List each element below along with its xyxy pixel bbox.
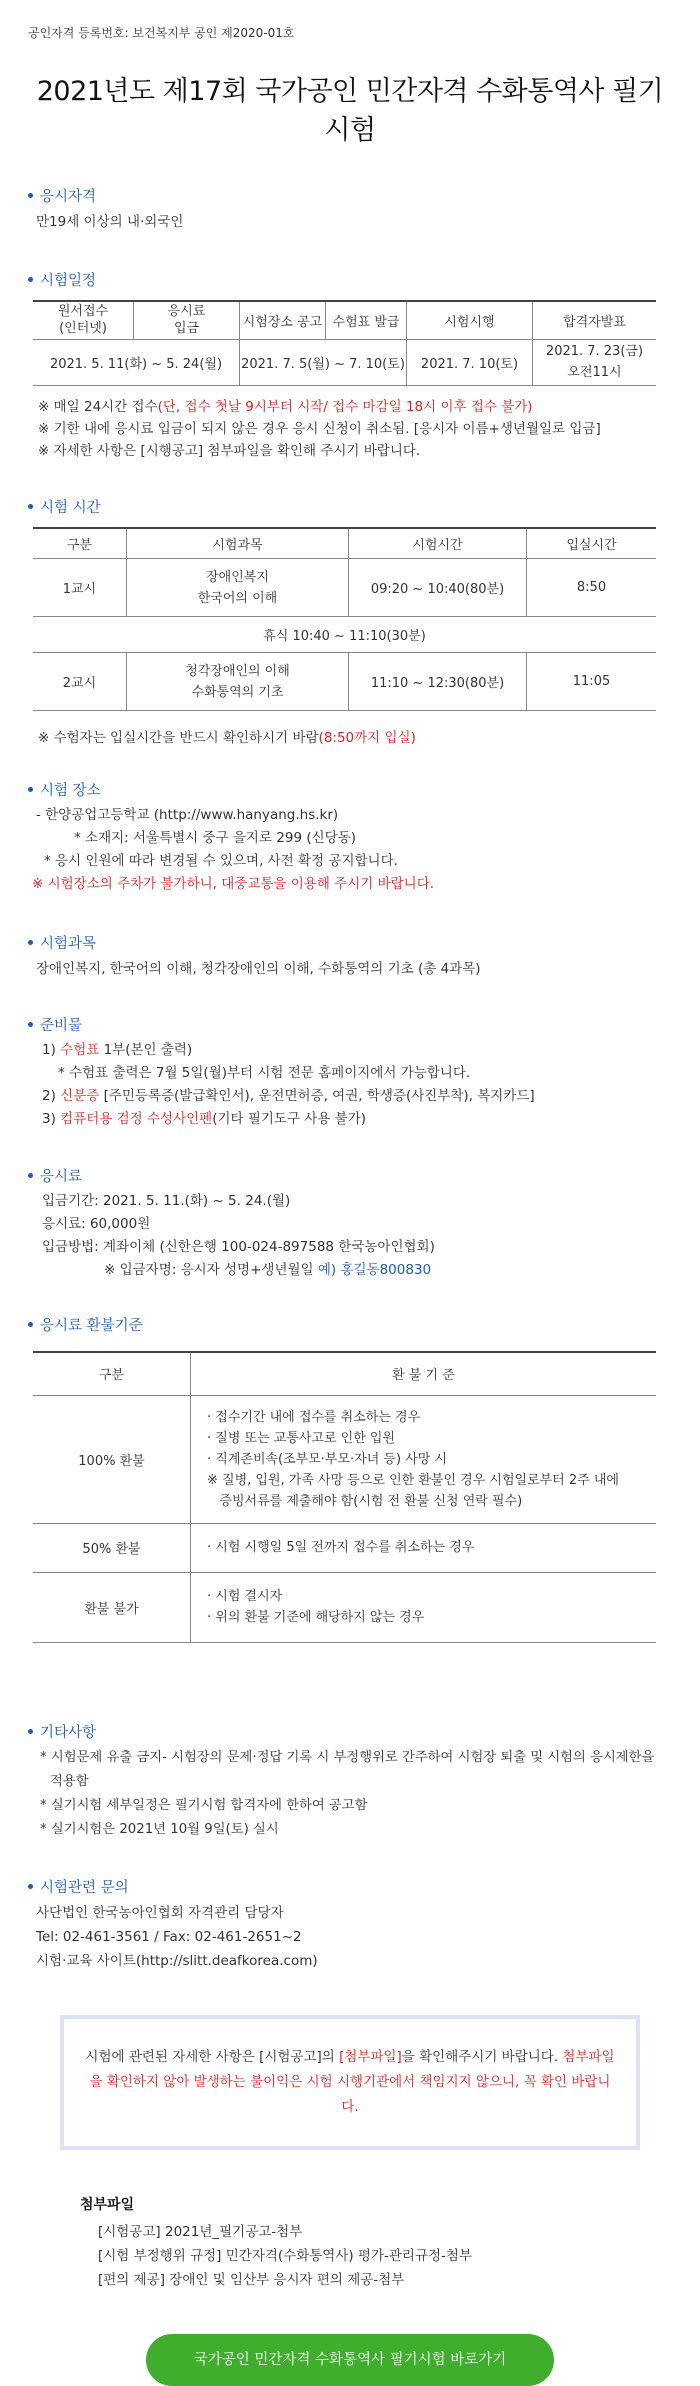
refund-row-3-item-1: · 시험 결시자 [207, 1589, 283, 1604]
fee-amount: 응시료: 60,000원 [42, 1216, 151, 1232]
venue-heading [28, 779, 672, 800]
attachments-section [28, 2194, 672, 2292]
bullet-dot-icon [28, 940, 33, 945]
refund-heading-text: 응시료 환불기준 [40, 1318, 143, 1334]
venue-heading-text: 시험 장소 [40, 783, 101, 799]
exam-time-note [28, 727, 672, 749]
attachments-list [28, 2220, 672, 2292]
other-section [28, 1721, 672, 1842]
refund-row-3-list [191, 1586, 656, 1628]
refund-row-1-list [191, 1407, 656, 1512]
materials-item-1-rest: 1부(본인 출력) [99, 1042, 193, 1058]
schedule-table [33, 300, 656, 386]
other-item-2: * 실기시험 세부일정은 필기시험 합격자에 한하여 공고함 [40, 1797, 368, 1813]
schedule-notice-period: 2021. 7. 5(월) ~ 7. 10(토) [240, 339, 407, 385]
refund-row-3-type: 환불 불가 [33, 1572, 191, 1642]
materials-item-2-num: 2) [42, 1088, 56, 1104]
venue-parking-note: ※ 시험장소의 주차가 불가하니, 대중교통을 이용해 주시기 바랍니다. [32, 876, 435, 892]
refund-header-row [33, 1352, 656, 1395]
exam-time-heading [28, 496, 672, 517]
refund-row-1-item-4: ※ 질병, 입원, 가족 사망 등으로 인한 환불인 경우 시험일로부터 2주 내에 [207, 1472, 619, 1488]
contact-heading [28, 1876, 672, 1897]
exam-time-heading-text: 시험 시간 [40, 499, 101, 516]
attachment-link-2[interactable]: [시험 부정행위 규정] 민간자격(수화통역사) 평가-관리규정-첨부 [98, 2247, 472, 2264]
refund-section [28, 1314, 672, 1643]
materials-heading-text: 준비물 [40, 1018, 83, 1034]
eligibility-heading [28, 185, 672, 206]
cta-wrapper [28, 2334, 672, 2386]
fee-body [28, 1190, 672, 1282]
venue-body [28, 804, 672, 896]
refund-row-1-criteria [191, 1395, 657, 1523]
exam-time-row-2-time: 11:10 ~ 12:30(80분) [349, 653, 527, 711]
eligibility-text: 만19세 이상의 내·외국인 [36, 214, 184, 230]
materials-item-1-num: 1) [42, 1042, 56, 1058]
schedule-section [28, 269, 672, 462]
schedule-header-result: 합격자발표 [533, 301, 657, 339]
contact-tel: Tel: 02-461-3561 / Fax: 02-461-2651~2 [36, 1928, 302, 1945]
exam-time-row-2 [33, 653, 656, 711]
venue-change-note: * 응시 인원에 따라 변경될 수 있으며, 사전 확정 공지합니다. [44, 853, 398, 869]
refund-row-3-criteria [191, 1572, 657, 1642]
refund-row-1-item-1: · 접수기간 내에 접수를 취소하는 경우 [207, 1409, 421, 1425]
attachment-link-3[interactable]: [편의 제공] 장애인 및 임산부 응시자 편의 제공-첨부 [98, 2271, 405, 2288]
exam-time-header-subjects: 시험과목 [127, 528, 349, 559]
refund-row-2-list [191, 1537, 656, 1558]
contact-site: 시험·교육 사이트(http://slitt.deafkorea.com) [36, 1952, 318, 1969]
schedule-note-1-highlight: (단, 접수 첫날 9시부터 시작/ 접수 마감일 18시 이후 접수 불가) [157, 398, 533, 415]
refund-row-3-item-2: · 위의 환불 기준에 해당하지 않는 경우 [207, 1610, 425, 1625]
contact-body [28, 1901, 672, 1973]
fee-depositor-example: 예) 홍길동800830 [317, 1262, 432, 1278]
refund-header-criteria: 환 불 기 준 [191, 1352, 657, 1395]
refund-header-type: 구분 [33, 1352, 191, 1395]
refund-table [33, 1351, 656, 1643]
exam-time-header-period: 구분 [33, 528, 127, 559]
venue-section [28, 779, 672, 896]
fee-heading [28, 1165, 672, 1186]
subjects-section [28, 932, 672, 980]
other-item-1-cont: 적용함 [50, 1773, 89, 1789]
notice-box [60, 2015, 640, 2150]
materials-heading [28, 1014, 672, 1035]
notice-box-part-1: 시험에 관련된 자세한 사항은 [시험공고]의 [85, 2048, 340, 2065]
refund-row-1-item-5: 증빙서류를 제출해야 함(시험 전 환불 신청 연락 필수) [207, 1493, 523, 1509]
exam-time-row-1-entry: 8:50 [527, 559, 657, 617]
refund-heading [28, 1314, 672, 1335]
other-heading-text: 기타사항 [40, 1724, 97, 1741]
subjects-heading-text: 시험과목 [40, 936, 97, 952]
bullet-dot-icon [28, 1884, 33, 1889]
notice-box-part-4: 첨부파일을 확인하지 않아 발생하는 불이익은 시험 시행기관에서 책임지지 않으니, 꼭 확인 바랍니다. [89, 2048, 615, 2115]
other-item-3: * 실기시험은 2021년 10월 9일(토) 실시 [40, 1821, 279, 1837]
schedule-header-row [33, 301, 656, 339]
materials-item-1-sub: * 수험표 출력은 7월 5일(월)부터 시험 전문 홈페이지에서 가능합니다. [58, 1065, 471, 1081]
schedule-header-fee: 응시료 입금 [134, 301, 240, 339]
refund-row-1-type: 100% 환불 [33, 1395, 191, 1523]
bullet-dot-icon [28, 1729, 33, 1734]
exam-time-row-2-period: 2교시 [33, 653, 127, 711]
exam-time-header-time: 시험시간 [349, 528, 527, 559]
materials-item-1 [42, 1039, 672, 1062]
contact-section [28, 1876, 672, 1973]
fee-depositor [42, 1259, 672, 1282]
schedule-apply-period: 2021. 5. 11(화) ~ 5. 24(월) [33, 339, 240, 385]
venue-school: - 한양공업고등학교 (http://www.hanyang.hs.kr) [36, 807, 339, 823]
bullet-dot-icon [28, 787, 33, 792]
schedule-notes [28, 396, 672, 462]
other-heading [28, 1721, 672, 1742]
exam-time-break-row [33, 617, 656, 653]
exam-time-row-1 [33, 559, 656, 617]
refund-row-2-criteria [191, 1523, 657, 1572]
exam-time-row-1-period: 1교시 [33, 559, 127, 617]
materials-item-2 [42, 1085, 672, 1108]
exam-time-note-prefix: ※ 수험자는 입실시간을 반드시 확인하시기 바람 [38, 730, 319, 746]
bullet-dot-icon [28, 1173, 33, 1178]
contact-org: 사단법인 한국농아인협회 자격관리 담당자 [36, 1904, 284, 1921]
schedule-header-notice: 시험장소 공고 [240, 301, 326, 339]
schedule-heading [28, 269, 672, 290]
subjects-heading [28, 932, 672, 953]
exam-time-row-2-subjects: 청각장애인의 이해 수화통역의 기초 [127, 653, 349, 711]
schedule-header-exam: 시험시행 [407, 301, 533, 339]
fee-period: 입금기간: 2021. 5. 11.(화) ~ 5. 24.(월) [42, 1193, 291, 1209]
bullet-dot-icon [28, 1022, 33, 1027]
schedule-note-3: ※ 자세한 사항은 [시행공고] 첨부파일을 확인해 주시기 바랍니다. [38, 442, 421, 459]
exam-time-header-entry: 입실시간 [527, 528, 657, 559]
materials-item-2-rest: [주민등록증(발급확인서), 운전면허증, 여권, 학생증(사진부착), 복지카드] [99, 1088, 535, 1104]
exam-time-row-1-time: 09:20 ~ 10:40(80분) [349, 559, 527, 617]
contact-heading-text: 시험관련 문의 [40, 1879, 129, 1896]
registration-number: 공인자격 등록번호: 보건복지부 공인 제2020-01호 [28, 26, 295, 40]
bullet-dot-icon [28, 193, 33, 198]
page-title: 2021년도 제17회 국가공인 민간자격 수화통역사 필기시험 [36, 76, 664, 146]
materials-item-3 [42, 1108, 672, 1131]
bullet-dot-icon [28, 277, 33, 282]
materials-item-3-rest: (기타 필기도구 사용 불가) [212, 1111, 367, 1127]
exam-time-row-2-entry: 11:05 [527, 653, 657, 711]
other-item-1: * 시험문제 유출 금지- 시험장의 문제·정답 기록 시 부정행위로 간주하여 시험장 퇴출 및 시험의 응시제한을 [40, 1749, 655, 1765]
exam-time-header-row [33, 528, 656, 559]
materials-item-1-highlight: 수험표 [60, 1042, 100, 1058]
cta-button[interactable]: 국가공인 민간자격 수화통역사 필기시험 바로가기 [146, 2334, 554, 2386]
attachment-link-1[interactable]: [시험공고] 2021년_필기공고-첨부 [98, 2223, 303, 2240]
subjects-text: 장애인복지, 한국어의 이해, 청각장애인의 이해, 수화통역의 기초 (총 4과목) [36, 961, 481, 977]
materials-item-3-num: 3) [42, 1111, 56, 1127]
attachments-heading: 첨부파일 [80, 2196, 135, 2213]
exam-time-break: 휴식 10:40 ~ 11:10(30분) [33, 617, 656, 653]
venue-address: * 소재지: 서울특별시 중구 을지로 299 (신당동) [74, 830, 357, 846]
schedule-note-2: ※ 기한 내에 응시료 입금이 되지 않은 경우 응시 신청이 취소됨. [응시자 이름+생년월일로 입금] [38, 420, 601, 437]
eligibility-section [28, 185, 672, 233]
refund-row-2 [33, 1523, 656, 1572]
schedule-exam-date: 2021. 7. 10(토) [407, 339, 533, 385]
exam-time-note-highlight: (8:50까지 입실) [318, 730, 416, 746]
materials-item-3-highlight: 컴퓨터용 검정 수성사인펜 [60, 1111, 213, 1127]
schedule-result-date: 2021. 7. 23(금) 오전11시 [533, 339, 657, 385]
bullet-dot-icon [28, 1322, 33, 1327]
refund-row-3 [33, 1572, 656, 1642]
notice-box-wrapper [28, 2015, 672, 2150]
fee-method: 입금방법: 계좌이체 (신한은행 100-024-897588 한국농아인협회) [42, 1239, 435, 1255]
refund-row-1-item-2: · 질병 또는 교통사고로 인한 입원 [207, 1430, 396, 1446]
schedule-note-1-prefix: ※ 매일 24시간 접수 [38, 398, 158, 415]
refund-row-1 [33, 1395, 656, 1523]
schedule-note-1 [38, 396, 672, 418]
exam-time-table [33, 527, 656, 712]
notice-box-part-3: 을 확인해주시기 바랍니다. [401, 2048, 563, 2065]
eligibility-heading-text: 응시자격 [40, 189, 97, 205]
materials-item-2-highlight: 신분증 [60, 1088, 100, 1104]
other-body [28, 1746, 672, 1842]
fee-depositor-prefix: ※ 입금자명: 응시자 성명+생년월일 [104, 1262, 314, 1278]
schedule-heading-text: 시험일정 [40, 273, 97, 289]
exam-time-row-1-subjects: 장애인복지 한국어의 이해 [127, 559, 349, 617]
schedule-header-apply: 원서접수 (인터넷) [33, 301, 134, 339]
fee-heading-text: 응시료 [40, 1169, 83, 1185]
notice-box-part-2: [첨부파일] [339, 2048, 402, 2065]
refund-row-1-item-3: · 직계존비속(조부모·부모·자녀 등) 사망 시 [207, 1451, 447, 1467]
schedule-data-row [33, 339, 656, 385]
fee-section [28, 1165, 672, 1282]
bullet-dot-icon [28, 504, 33, 509]
materials-body [28, 1039, 672, 1131]
refund-row-2-item-1: · 시험 시행일 5일 전까지 접수를 취소하는 경우 [207, 1540, 475, 1555]
schedule-header-ticket: 수험표 발급 [326, 301, 407, 339]
materials-section [28, 1014, 672, 1131]
refund-row-2-type: 50% 환불 [33, 1523, 191, 1572]
exam-time-section [28, 496, 672, 750]
